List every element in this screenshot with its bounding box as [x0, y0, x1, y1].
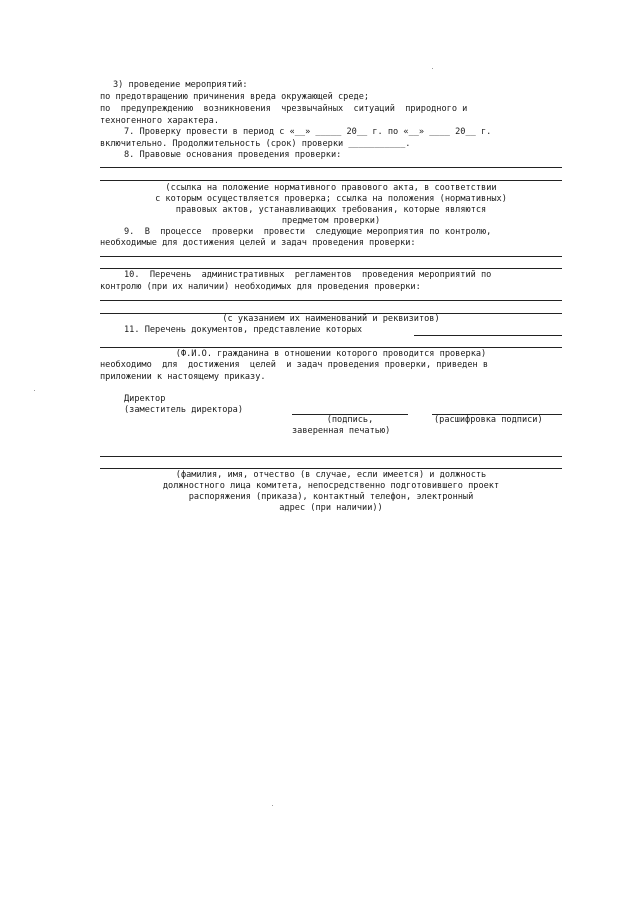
blank-line	[100, 300, 562, 301]
item-3: 3) проведение мероприятий:	[113, 80, 248, 90]
blank-line	[100, 180, 562, 181]
regs-note: (с указанием их наименований и реквизитов)	[222, 314, 440, 324]
blank-line	[100, 256, 562, 257]
legal-note-line: правовых актов, устанавливающих требования, которые являются	[175, 205, 487, 215]
legal-note-line: с которым осуществляется проверка; ссылка на положения (нормативных)	[155, 194, 507, 204]
legal-note-line: предметом проверки)	[281, 216, 381, 226]
item-7-line-1: 7. Проверку провести в период с «__» _____ 20__ г. по «__» ____ 20__ г.	[124, 127, 492, 137]
emergency-line-1: по предупреждению возникновения чрезвычайных ситуаций природного и	[100, 104, 468, 114]
signature-note: (подпись,	[326, 415, 374, 425]
item-8: 8. Правовые основания проведения проверки:	[124, 150, 342, 160]
blank-line	[100, 468, 562, 469]
blank-line	[100, 347, 562, 348]
person-note: (Ф.И.О. гражданина в отношении которого проводится проверка)	[175, 349, 487, 359]
blank-line	[100, 167, 562, 168]
scan-speck	[272, 805, 273, 806]
item-11: 11. Перечень документов, представление которых	[124, 325, 362, 335]
scan-speck	[34, 390, 35, 391]
official-note-line: распоряжения (приказа), контактный телефон, электронный	[188, 492, 474, 502]
official-note-line: (фамилия, имя, отчество (в случае, если имеется) и должность	[175, 470, 487, 480]
emergency-line-2: техногенного характера.	[100, 116, 219, 126]
legal-note-line: (ссылка на положение нормативного правового акта, в соответствии	[165, 183, 497, 193]
environment-line: по предотвращению причинения вреда окружающей среде;	[100, 92, 370, 102]
item-10-line-2: контролю (при их наличии) необходимых для проведения проверки:	[100, 282, 421, 292]
director-label: Директор	[124, 394, 166, 404]
item-9-line-2: необходимые для достижения целей и задач проведения проверки:	[100, 238, 416, 248]
decoding-note: (расшифровка подписи)	[434, 415, 543, 425]
item-10-line-1: 10. Перечень административных регламентов проведения мероприятий по	[124, 270, 492, 280]
blank-line	[100, 268, 562, 269]
documents-blank	[414, 335, 562, 336]
necessary-line-1: необходимо для достижения целей и задач проведения проверки, приведен в	[100, 360, 489, 370]
item-7-line-2: включительно. Продолжительность (срок) проверки ___________.	[100, 139, 411, 149]
scan-speck	[432, 68, 433, 69]
signature-note-seal: заверенная печатью)	[292, 426, 391, 436]
item-9-line-1: 9. В процессе проверки провести следующие мероприятия по контролю,	[124, 227, 492, 237]
official-note-line: должностного лица комитета, непосредственно подготовившего проект	[162, 481, 500, 491]
necessary-line-2: приложении к настоящему приказу.	[100, 372, 266, 382]
deputy-label: (заместитель директора)	[124, 405, 243, 415]
blank-line	[100, 456, 562, 457]
official-note-line: адрес (при наличии))	[279, 503, 383, 513]
